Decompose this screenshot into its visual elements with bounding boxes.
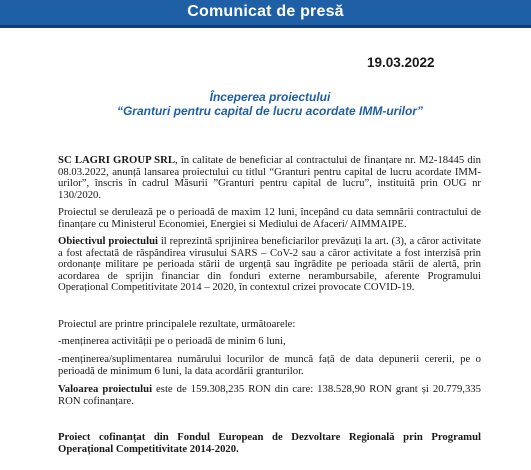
objective-label: Obiectivul proiectului [58, 235, 158, 247]
value-label: Valoarea proiectului [58, 383, 153, 395]
project-title-line2: “Granturi pentru capital de lucru acordate IMM-urilor” [116, 104, 424, 118]
paragraph-value [58, 384, 481, 407]
result-item-activity: -menținerea activității pe o perioadă de minim 6 luni, [58, 335, 286, 347]
press-release-title: Comunicat de presă [187, 3, 344, 20]
paragraph-contract-text: , în calitate de beneficiar al contractului de finanțare nr. M2-18445 din 08.03.2022, anunță lansarea proiectului cu titlul “Granturi pentru capital de lucru acordate IMM-urilor”, înscris în cadrul Măsurii ”Granturi pentru capital de lucru”, instituită prin OUG nr 130/2020. [58, 154, 481, 201]
paragraph-results-intro: Proiectul are printre principalele rezultate, următoarele: [58, 318, 296, 330]
release-date: 19.03.2022 [367, 55, 435, 70]
value-text: este de 159.308,235 RON din care: 138.528,90 RON grant și 20.779,335 RON cofinanțare. [58, 383, 481, 407]
funding-statement: Proiect cofinanțat din Fondul European de Dezvoltare Regională prin Programul Operațional Competitivitate 2014-2020. [58, 431, 481, 455]
result-item-jobs: -menținerea/suplimentarea numărului locurilor de muncă față de data depunerii cererii, pe o perioadă de minimum 6 luni, la data acordării granturilor. [58, 353, 481, 377]
paragraph-objective [58, 236, 481, 294]
objective-text: il reprezintă sprijinirea beneficiarilor prevăzuți la art. (3), a căror activitate a fost afectată de răspândirea virusului SARS – CoV-2 sau a căror activitate a fost interzisă prin ordonanțe militare pe perioada stării de urgență sau îngrădite pe perioada stării de alertă, prin acordarea de sprijin financiar din fonduri externe nerambursabile, aferente Programului Operațional Competitivitate 2014 – 2020, în contextul crizei provocate COVID-19. [58, 235, 481, 294]
paragraph-duration: Proiectul se derulează pe o perioadă de maxim 12 luni, începând cu data semnării contractului de finanțare cu Ministerul Economiei, Energiei si Mediului de Afaceri/ AIMMAIPE. [58, 206, 481, 230]
project-title-line1: Începerea proiectului [209, 90, 331, 104]
company-name: SC LAGRI GROUP SRL [58, 154, 175, 166]
paragraph-contract [58, 155, 481, 201]
